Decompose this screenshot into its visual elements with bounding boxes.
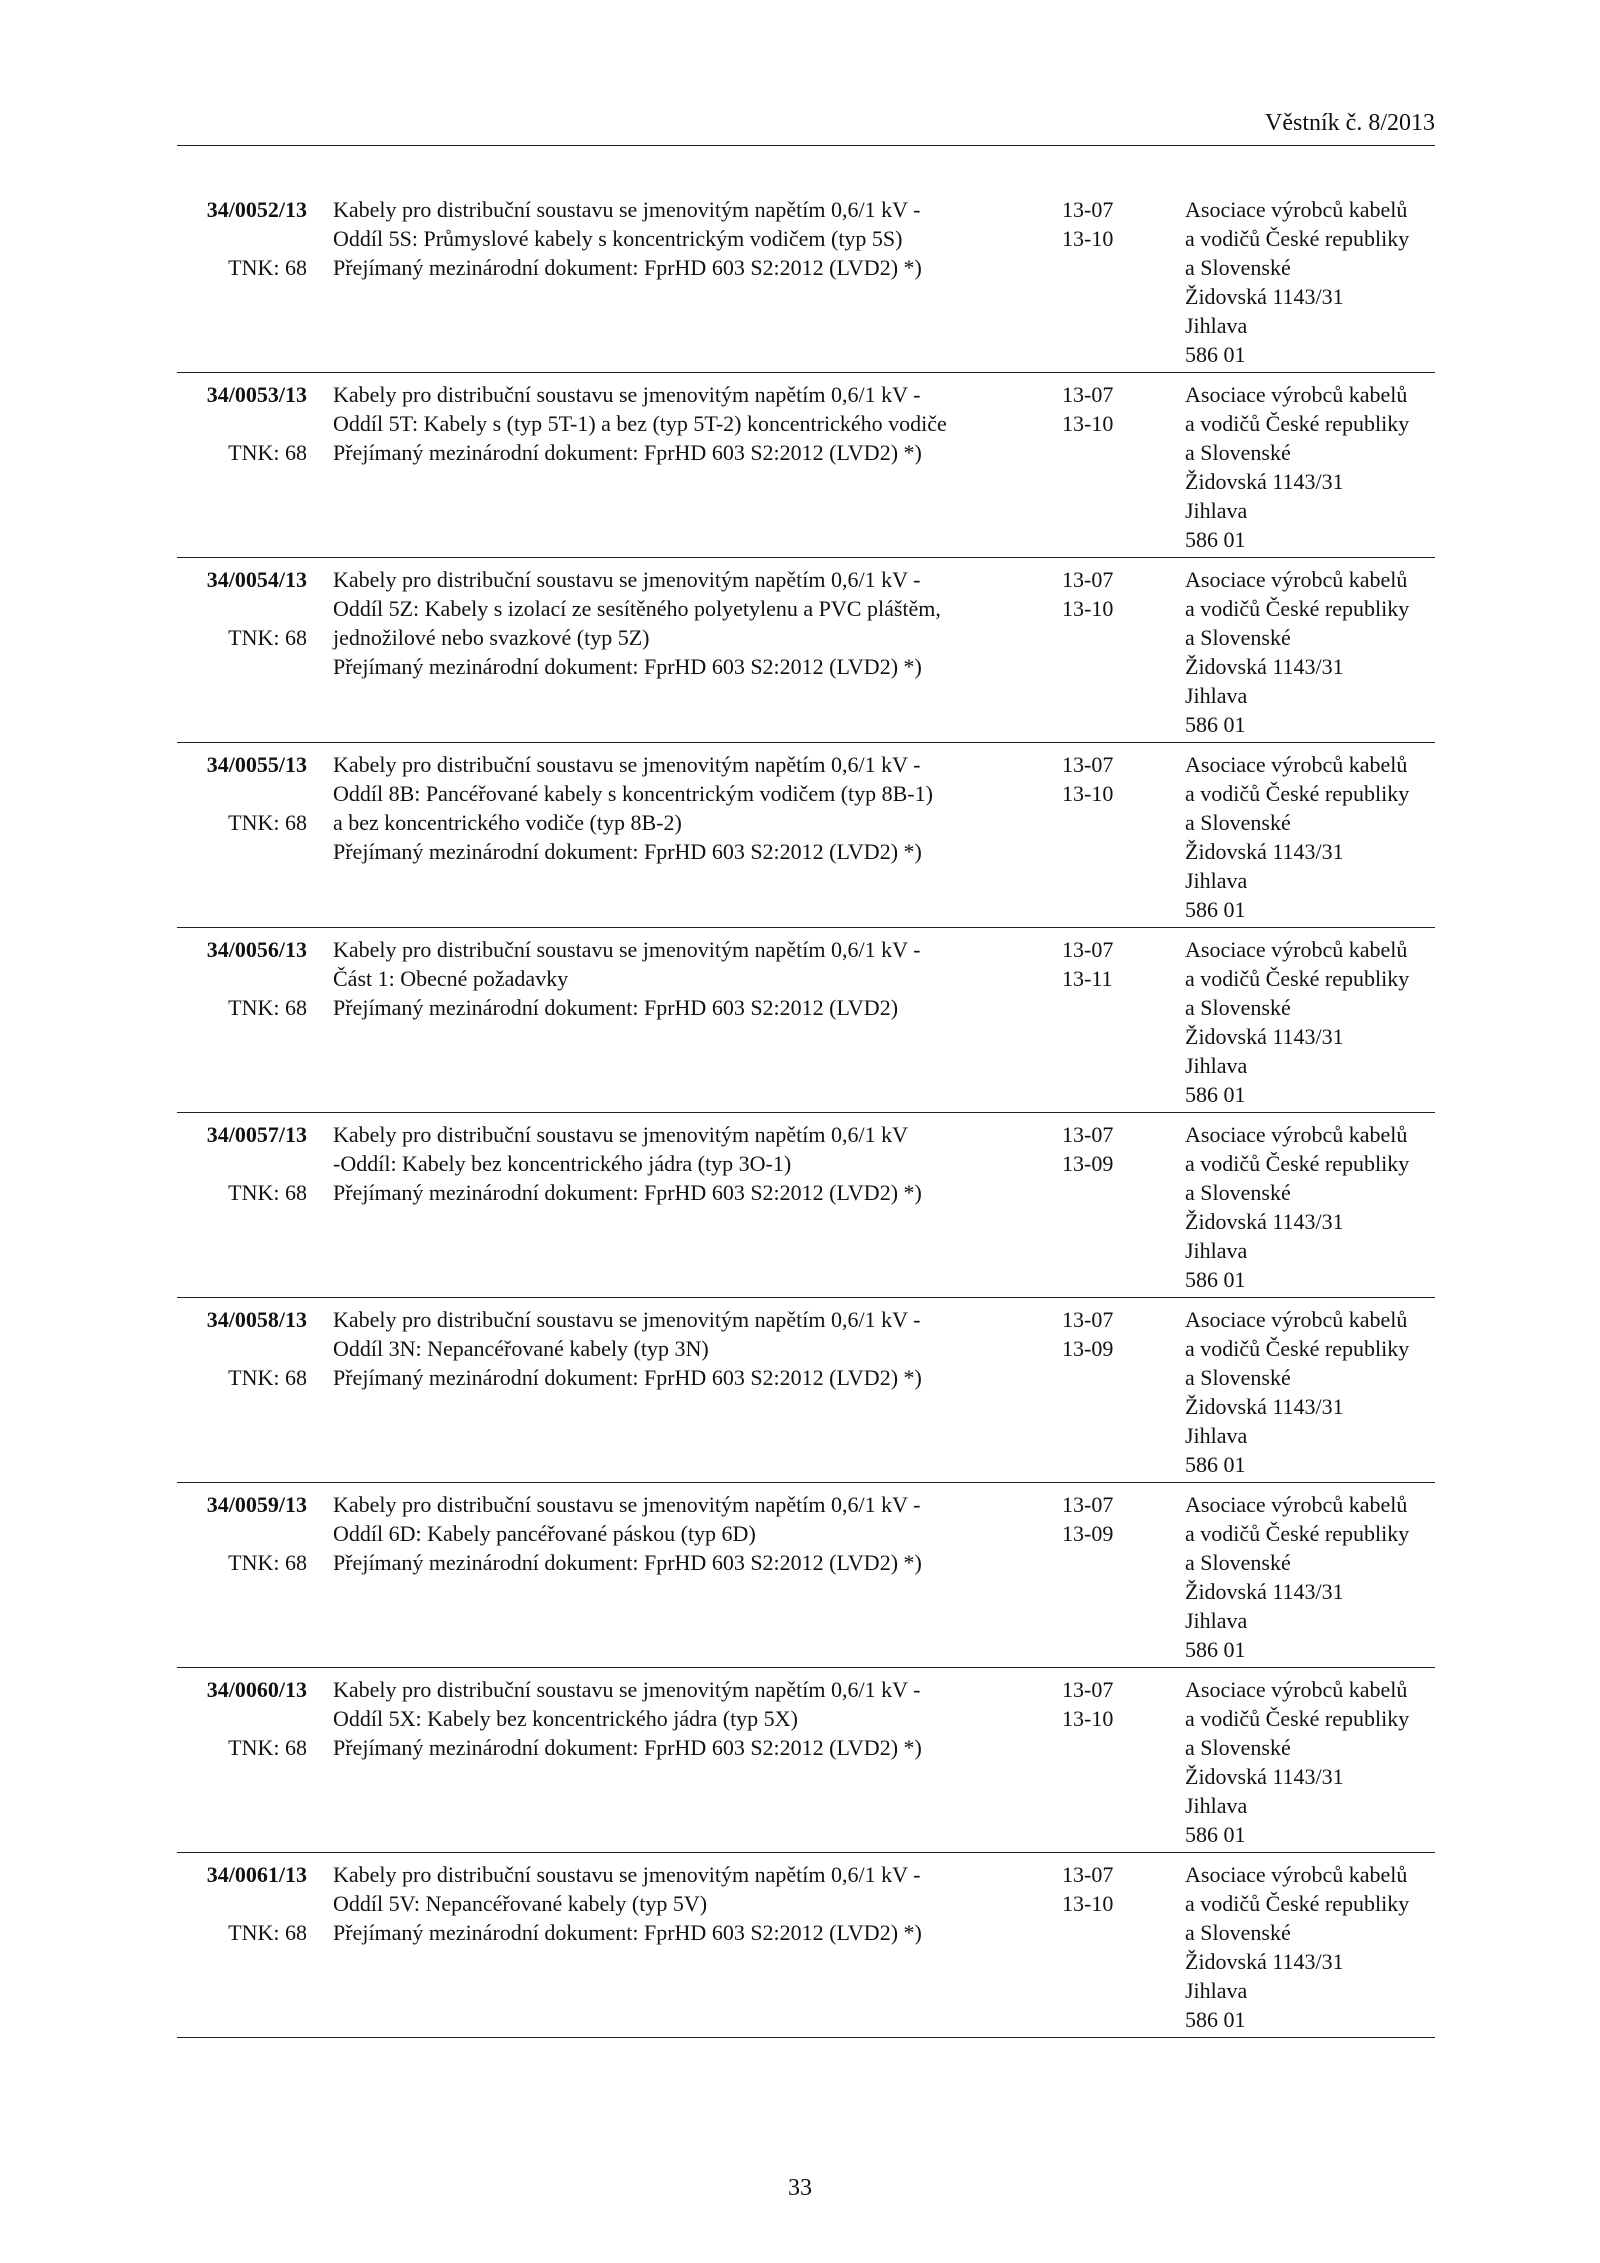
entry-id-cell (177, 1860, 307, 1947)
entry-dates-cell (1062, 380, 1142, 438)
page-header (177, 108, 1435, 146)
entry-dates-cell (1062, 1490, 1142, 1548)
entry-organization-line: Jihlava (1185, 1238, 1248, 1263)
entry-organization-line: Židovská 1143/31 (1185, 654, 1344, 679)
entry-date: 13-07 (1062, 1122, 1114, 1147)
entry-organization-line: Židovská 1143/31 (1185, 1579, 1344, 1604)
entry-organization-line: Židovská 1143/31 (1185, 1024, 1344, 1049)
entry-organization-line: Židovská 1143/31 (1185, 1209, 1344, 1234)
entry-title-line: Přejímaný mezinárodní dokument: FprHD 603 S2:2012 (LVD2) *) (333, 654, 922, 679)
entry-id-cell (177, 1305, 307, 1392)
entry-title-cell (333, 1860, 922, 1947)
entry-organization-line: 586 01 (1185, 1267, 1246, 1292)
entry-tnk: TNK: 68 (228, 255, 307, 280)
entry-organization-line: a Slovenské (1185, 625, 1291, 650)
table-row (177, 1298, 1435, 1483)
entry-organization-line: Židovská 1143/31 (1185, 1394, 1344, 1419)
entry-title-cell (333, 1120, 922, 1207)
entry-organization-line: 586 01 (1185, 342, 1246, 367)
entry-title-line: Kabely pro distribuční soustavu se jmenovitým napětím 0,6/1 kV - (333, 937, 921, 962)
entry-tnk: TNK: 68 (228, 625, 307, 650)
entry-organization-line: a Slovenské (1185, 995, 1291, 1020)
entry-title-line: Kabely pro distribuční soustavu se jmenovitým napětím 0,6/1 kV - (333, 752, 921, 777)
entry-organization-line: a vodičů České republiky (1185, 1336, 1410, 1361)
entry-title-line: Přejímaný mezinárodní dokument: FprHD 603 S2:2012 (LVD2) *) (333, 1735, 922, 1760)
entry-organization-cell (1185, 1305, 1435, 1479)
entry-title-cell (333, 1305, 922, 1392)
entry-tnk: TNK: 68 (228, 440, 307, 465)
entry-organization-line: Židovská 1143/31 (1185, 1764, 1344, 1789)
entry-title-cell (333, 195, 922, 282)
entry-date: 13-09 (1062, 1151, 1114, 1176)
entry-title-line: Oddíl 5Z: Kabely s izolací ze sesítěného polyetylenu a PVC pláštěm, (333, 596, 941, 621)
entry-organization-cell (1185, 935, 1435, 1109)
entry-title-cell (333, 935, 921, 1022)
entry-date: 13-10 (1062, 1891, 1114, 1916)
journal-title: Věstník č. 8/2013 (1265, 110, 1435, 136)
entry-title-cell (333, 565, 941, 681)
entry-organization-line: Asociace výrobců kabelů (1185, 1122, 1408, 1147)
entry-id-cell (177, 380, 307, 467)
entry-date: 13-10 (1062, 1706, 1114, 1731)
entry-tnk: TNK: 68 (228, 1180, 307, 1205)
entry-number: 34/0053/13 (206, 382, 307, 407)
entry-organization-line: 586 01 (1185, 2007, 1246, 2032)
entry-title-line: Přejímaný mezinárodní dokument: FprHD 603 S2:2012 (LVD2) *) (333, 255, 922, 280)
entry-date: 13-07 (1062, 197, 1114, 222)
entry-organization-line: Židovská 1143/31 (1185, 469, 1344, 494)
entry-title-line: Část 1: Obecné požadavky (333, 966, 569, 991)
entry-dates-cell (1062, 935, 1142, 993)
entry-organization-line: Jihlava (1185, 683, 1248, 708)
entry-title-line: Oddíl 3N: Nepancéřované kabely (typ 3N) (333, 1336, 709, 1361)
entry-id-cell (177, 1675, 307, 1762)
entry-tnk: TNK: 68 (228, 1920, 307, 1945)
entry-date: 13-10 (1062, 411, 1114, 436)
entry-organization-line: Asociace výrobců kabelů (1185, 1307, 1408, 1332)
entry-date: 13-09 (1062, 1521, 1114, 1546)
entry-organization-line: Jihlava (1185, 1423, 1248, 1448)
entry-title-cell (333, 380, 947, 467)
entry-organization-line: a Slovenské (1185, 255, 1291, 280)
entry-date: 13-07 (1062, 567, 1114, 592)
entry-id-cell (177, 1490, 307, 1577)
entry-tnk: TNK: 68 (228, 810, 307, 835)
entry-date: 13-07 (1062, 937, 1114, 962)
entry-title-cell (333, 1675, 922, 1762)
table-row (177, 558, 1435, 743)
entry-organization-line: Jihlava (1185, 868, 1248, 893)
entry-number: 34/0057/13 (206, 1122, 307, 1147)
entry-dates-cell (1062, 195, 1142, 253)
entry-organization-cell (1185, 750, 1435, 924)
entry-organization-line: a Slovenské (1185, 1180, 1291, 1205)
entry-organization-line: a vodičů České republiky (1185, 781, 1410, 806)
entry-date: 13-07 (1062, 1492, 1114, 1517)
entry-title-line: Oddíl 5S: Průmyslové kabely s koncentrickým vodičem (typ 5S) (333, 226, 903, 251)
entry-organization-line: a Slovenské (1185, 440, 1291, 465)
entry-organization-line: Jihlava (1185, 498, 1248, 523)
entry-title-line: Kabely pro distribuční soustavu se jmenovitým napětím 0,6/1 kV - (333, 1492, 921, 1517)
table-row (177, 1113, 1435, 1298)
entry-title-line: Kabely pro distribuční soustavu se jmenovitým napětím 0,6/1 kV - (333, 1677, 921, 1702)
entry-organization-line: Jihlava (1185, 1608, 1248, 1633)
entry-organization-line: 586 01 (1185, 712, 1246, 737)
entry-organization-line: a vodičů České republiky (1185, 596, 1410, 621)
entry-organization-line: Asociace výrobců kabelů (1185, 1677, 1408, 1702)
entry-dates-cell (1062, 750, 1142, 808)
entry-organization-line: a vodičů České republiky (1185, 1706, 1410, 1731)
entry-title-line: Přejímaný mezinárodní dokument: FprHD 603 S2:2012 (LVD2) *) (333, 839, 922, 864)
table-row (177, 1853, 1435, 2038)
page-number: 33 (788, 2175, 812, 2201)
entry-tnk: TNK: 68 (228, 1365, 307, 1390)
entry-title-line: Přejímaný mezinárodní dokument: FprHD 603 S2:2012 (LVD2) *) (333, 1920, 922, 1945)
entry-organization-line: Asociace výrobců kabelů (1185, 752, 1408, 777)
entry-tnk: TNK: 68 (228, 1735, 307, 1760)
entry-organization-line: Jihlava (1185, 313, 1248, 338)
table-row (177, 928, 1435, 1113)
entry-organization-line: a Slovenské (1185, 1920, 1291, 1945)
entry-organization-cell (1185, 1860, 1435, 2034)
entry-number: 34/0052/13 (206, 197, 307, 222)
entry-organization-cell (1185, 1675, 1435, 1849)
entry-number: 34/0054/13 (206, 567, 307, 592)
table-row (177, 1668, 1435, 1853)
entry-title-line: Kabely pro distribuční soustavu se jmenovitým napětím 0,6/1 kV - (333, 382, 921, 407)
entry-title-line: Kabely pro distribuční soustavu se jmenovitým napětím 0,6/1 kV - (333, 1862, 921, 1887)
entry-number: 34/0060/13 (206, 1677, 307, 1702)
entry-organization-line: Jihlava (1185, 1053, 1248, 1078)
entry-organization-line: a Slovenské (1185, 1550, 1291, 1575)
entry-title-line: Přejímaný mezinárodní dokument: FprHD 603 S2:2012 (LVD2) *) (333, 440, 922, 465)
entry-title-line: Oddíl 8B: Pancéřované kabely s koncentrickým vodičem (typ 8B-1) (333, 781, 933, 806)
entry-number: 34/0059/13 (206, 1492, 307, 1517)
entry-organization-line: a vodičů České republiky (1185, 966, 1410, 991)
entry-organization-line: a Slovenské (1185, 1735, 1291, 1760)
entry-organization-line: Asociace výrobců kabelů (1185, 567, 1408, 592)
entry-date: 13-07 (1062, 752, 1114, 777)
entry-organization-line: Židovská 1143/31 (1185, 839, 1344, 864)
entry-title-line: Oddíl 5X: Kabely bez koncentrického jádra (typ 5X) (333, 1706, 798, 1731)
entry-id-cell (177, 1120, 307, 1207)
entry-organization-line: Asociace výrobců kabelů (1185, 1862, 1408, 1887)
entry-title-line: Kabely pro distribuční soustavu se jmenovitým napětím 0,6/1 kV - (333, 567, 921, 592)
entry-title-line: Oddíl 6D: Kabely pancéřované páskou (typ 6D) (333, 1521, 756, 1546)
entry-organization-line: Asociace výrobců kabelů (1185, 1492, 1408, 1517)
entry-organization-line: a Slovenské (1185, 1365, 1291, 1390)
entry-organization-cell (1185, 1490, 1435, 1664)
entry-number: 34/0056/13 (206, 937, 307, 962)
entry-date: 13-10 (1062, 781, 1114, 806)
entry-title-line: Oddíl 5T: Kabely s (typ 5T-1) a bez (typ 5T-2) koncentrického vodiče (333, 411, 947, 436)
entry-date: 13-07 (1062, 382, 1114, 407)
entry-title-line: Kabely pro distribuční soustavu se jmenovitým napětím 0,6/1 kV - (333, 197, 921, 222)
entry-title-line: Kabely pro distribuční soustavu se jmenovitým napětím 0,6/1 kV (333, 1122, 908, 1147)
standards-table (177, 188, 1435, 2038)
entry-date: 13-07 (1062, 1862, 1114, 1887)
entry-id-cell (177, 195, 307, 282)
entry-title-line: Přejímaný mezinárodní dokument: FprHD 603 S2:2012 (LVD2) *) (333, 1550, 922, 1575)
entry-date: 13-11 (1062, 966, 1113, 991)
entry-dates-cell (1062, 565, 1142, 623)
table-row (177, 1483, 1435, 1668)
entry-organization-line: a vodičů České republiky (1185, 411, 1410, 436)
table-row (177, 373, 1435, 558)
entry-organization-line: 586 01 (1185, 527, 1246, 552)
entry-organization-line: a vodičů České republiky (1185, 1891, 1410, 1916)
entry-id-cell (177, 935, 307, 1022)
entry-organization-line: 586 01 (1185, 897, 1246, 922)
entry-title-line: a bez koncentrického vodiče (typ 8B-2) (333, 810, 682, 835)
entry-organization-cell (1185, 565, 1435, 739)
entry-date: 13-07 (1062, 1677, 1114, 1702)
entry-organization-line: Jihlava (1185, 1978, 1248, 2003)
entry-dates-cell (1062, 1675, 1142, 1733)
entry-organization-line: a vodičů České republiky (1185, 1151, 1410, 1176)
entry-organization-line: 586 01 (1185, 1822, 1246, 1847)
entry-title-cell (333, 1490, 922, 1577)
entry-organization-line: a vodičů České republiky (1185, 1521, 1410, 1546)
entry-dates-cell (1062, 1120, 1142, 1178)
entry-tnk: TNK: 68 (228, 1550, 307, 1575)
entry-title-line: -Oddíl: Kabely bez koncentrického jádra (typ 3O-1) (333, 1151, 792, 1176)
entry-title-line: Kabely pro distribuční soustavu se jmenovitým napětím 0,6/1 kV - (333, 1307, 921, 1332)
entry-tnk: TNK: 68 (228, 995, 307, 1020)
entry-organization-line: a Slovenské (1185, 810, 1291, 835)
entry-organization-line: Židovská 1143/31 (1185, 284, 1344, 309)
entry-id-cell (177, 565, 307, 652)
entry-title-line: Oddíl 5V: Nepancéřované kabely (typ 5V) (333, 1891, 708, 1916)
entry-organization-line: 586 01 (1185, 1082, 1246, 1107)
entry-organization-line: 586 01 (1185, 1637, 1246, 1662)
entry-date: 13-10 (1062, 596, 1114, 621)
entry-organization-line: a vodičů České republiky (1185, 226, 1410, 251)
entry-organization-line: Židovská 1143/31 (1185, 1949, 1344, 1974)
entry-id-cell (177, 750, 307, 837)
entry-date: 13-07 (1062, 1307, 1114, 1332)
entry-organization-cell (1185, 380, 1435, 554)
entry-organization-cell (1185, 195, 1435, 369)
entry-date: 13-10 (1062, 226, 1114, 251)
entry-title-line: Přejímaný mezinárodní dokument: FprHD 603 S2:2012 (LVD2) *) (333, 1365, 922, 1390)
entry-number: 34/0061/13 (206, 1862, 307, 1887)
entry-title-cell (333, 750, 933, 866)
entry-organization-line: Asociace výrobců kabelů (1185, 937, 1408, 962)
entry-organization-line: 586 01 (1185, 1452, 1246, 1477)
table-row (177, 743, 1435, 928)
entry-organization-line: Jihlava (1185, 1793, 1248, 1818)
entry-date: 13-09 (1062, 1336, 1114, 1361)
entry-dates-cell (1062, 1305, 1142, 1363)
entry-organization-line: Asociace výrobců kabelů (1185, 382, 1408, 407)
entry-number: 34/0055/13 (206, 752, 307, 777)
entry-organization-cell (1185, 1120, 1435, 1294)
entry-organization-line: Asociace výrobců kabelů (1185, 197, 1408, 222)
table-row (177, 188, 1435, 373)
entry-title-line: Přejímaný mezinárodní dokument: FprHD 603 S2:2012 (LVD2) *) (333, 1180, 922, 1205)
entry-title-line: Přejímaný mezinárodní dokument: FprHD 603 S2:2012 (LVD2) (333, 995, 899, 1020)
entry-number: 34/0058/13 (206, 1307, 307, 1332)
entry-dates-cell (1062, 1860, 1142, 1918)
entry-title-line: jednožilové nebo svazkové (typ 5Z) (333, 625, 650, 650)
